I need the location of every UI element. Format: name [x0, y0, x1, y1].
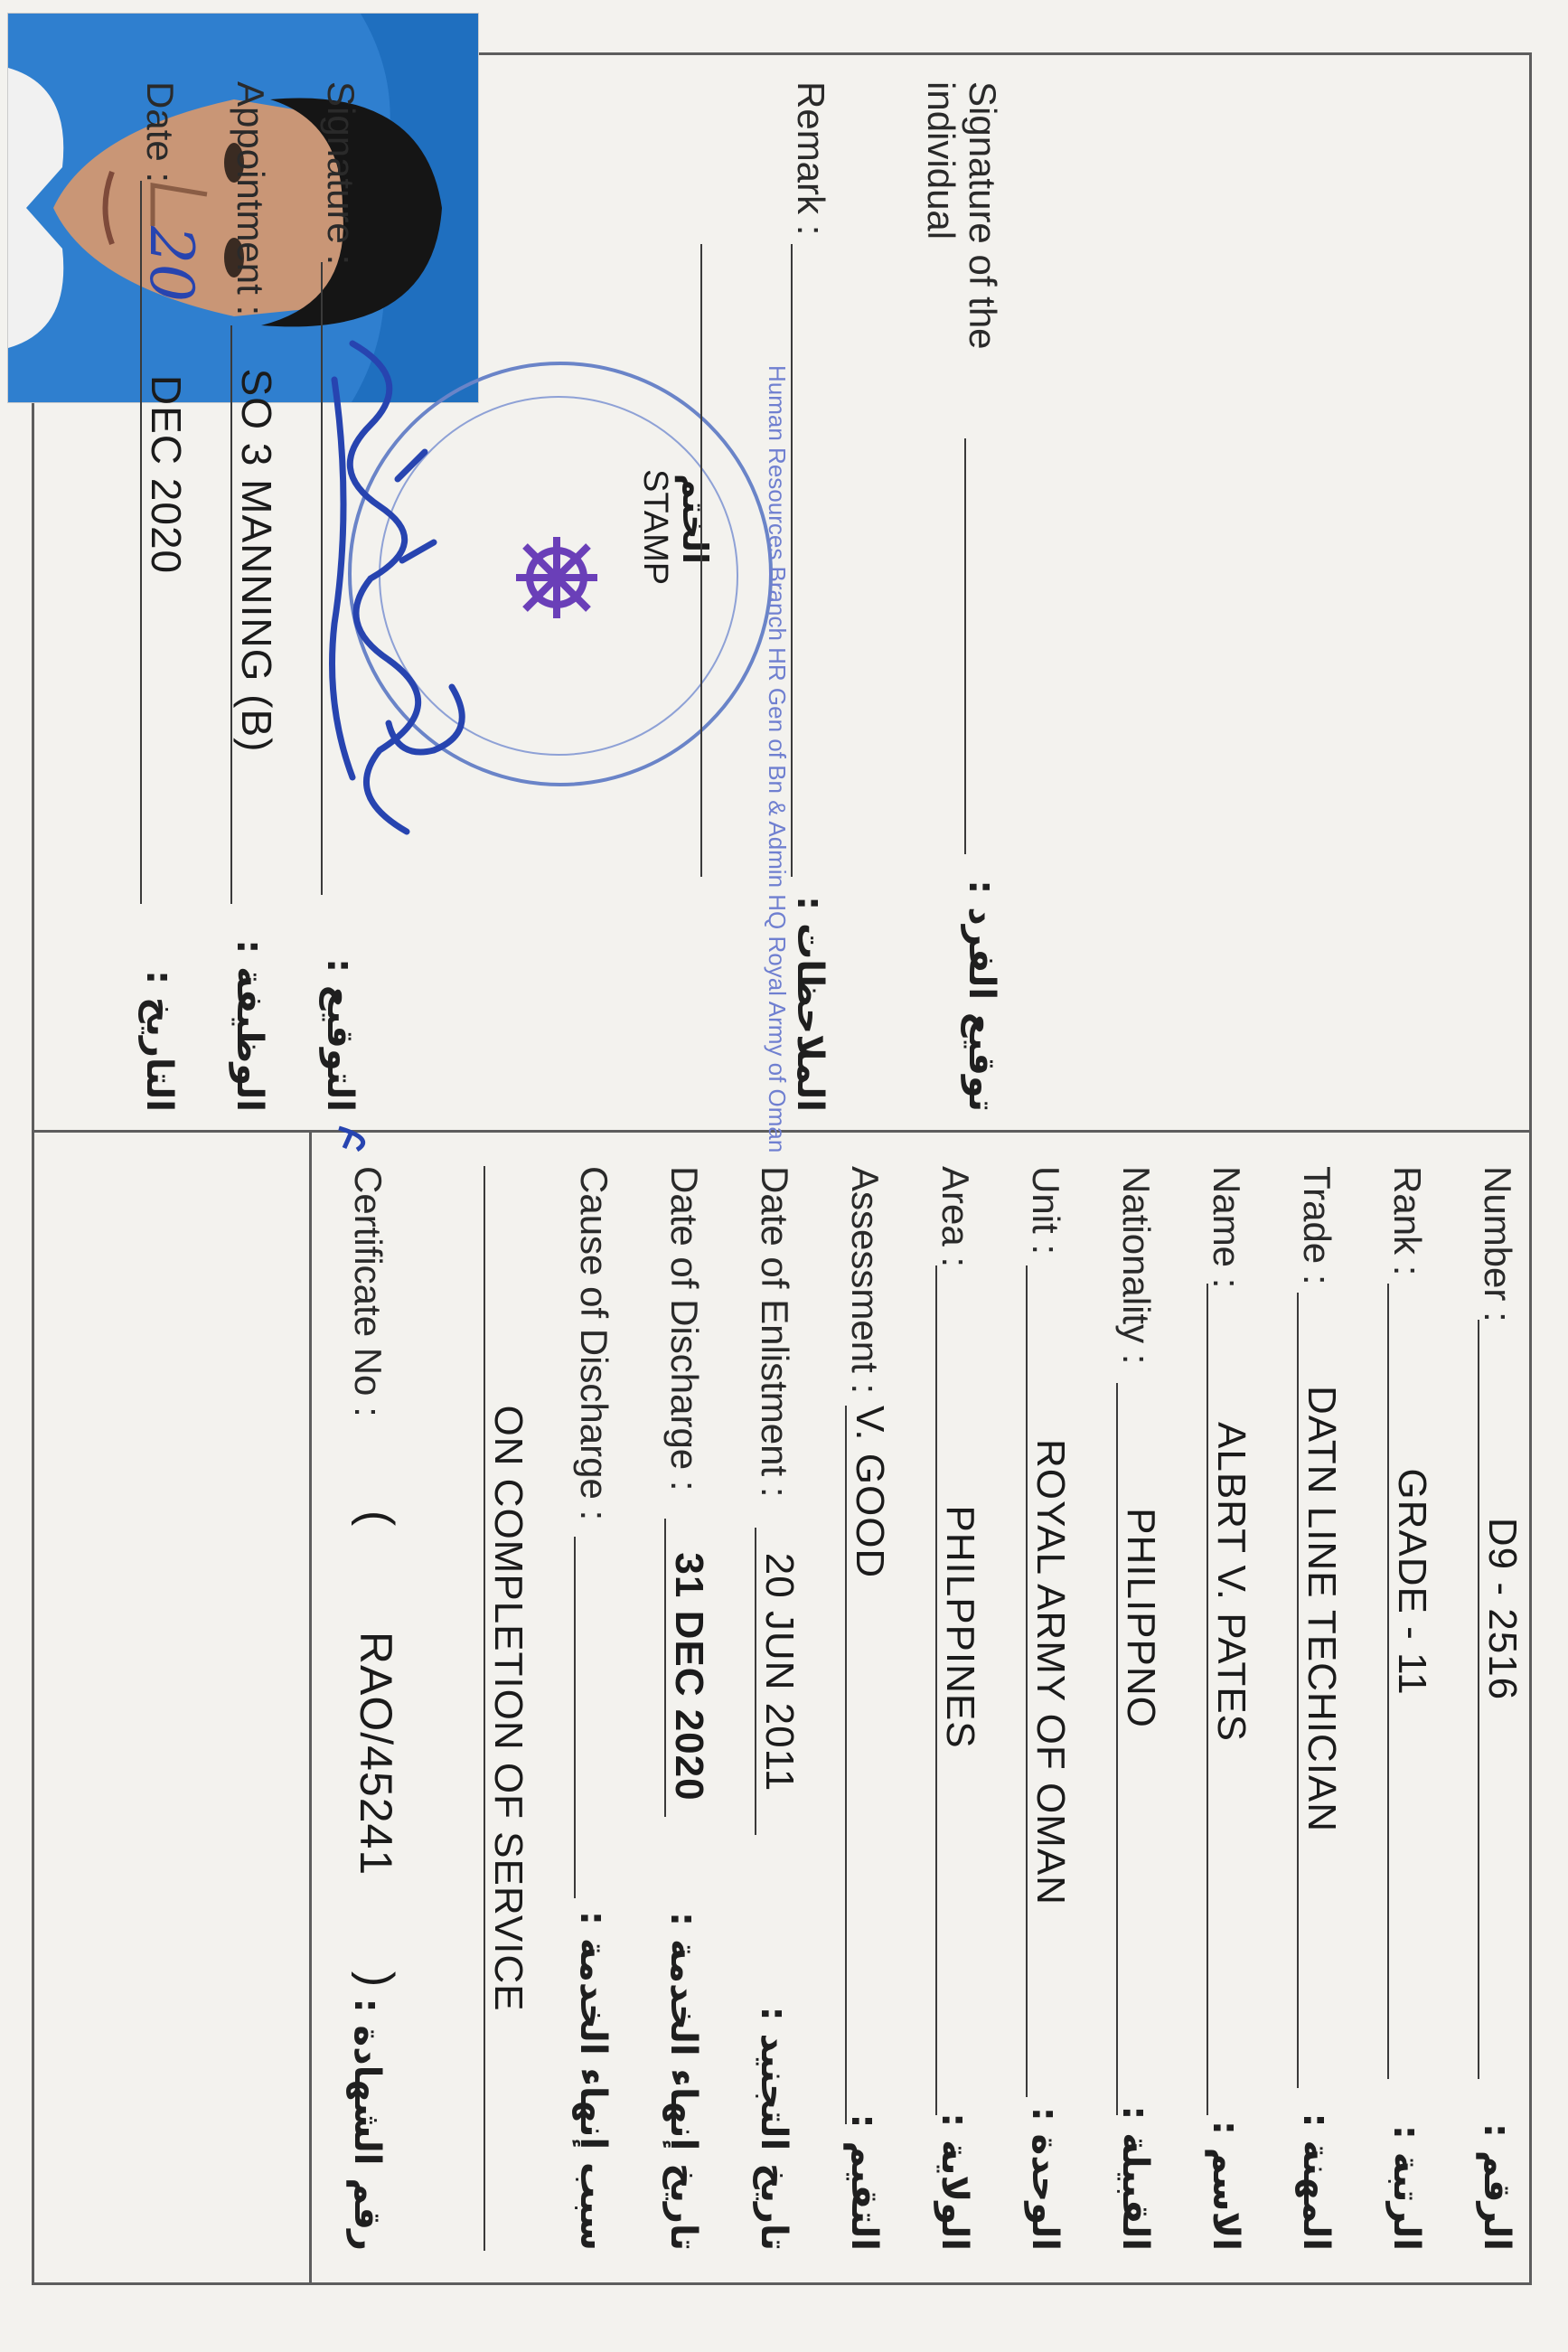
- name-row: [1197, 1166, 1261, 2251]
- area-label: Area :: [934, 1166, 977, 1268]
- remark-label: Remark :: [790, 81, 832, 236]
- stamp-arabic-word: الختم: [675, 474, 715, 564]
- assessment-arabic-label: التقيم :: [843, 2113, 885, 2251]
- rank-row: [1378, 1166, 1441, 2251]
- number-arabic-label: الرقم :: [1476, 2122, 1517, 2251]
- cause-value: ON COMPLETION OF SERVICE: [486, 1405, 530, 2012]
- name-label: Name :: [1206, 1166, 1248, 1289]
- signature-label: Signature :: [320, 81, 362, 266]
- assessment-value: V. GOOD: [848, 1406, 892, 1579]
- date-label: Date :: [139, 81, 182, 183]
- certificate-open-paren: (: [351, 1510, 403, 1528]
- date-row: [131, 81, 206, 1112]
- area-value: PHILPPINES: [938, 1505, 982, 1749]
- certificate-label: Certificate No :: [347, 1166, 390, 1417]
- trade-arabic-label: المهنة :: [1295, 2112, 1337, 2251]
- date-value: DEC 2020: [143, 374, 190, 575]
- number-row: [1469, 1166, 1532, 2251]
- appointment-value: SO 3 MANNING (B): [233, 368, 280, 753]
- rank-label: Rank :: [1386, 1166, 1429, 1276]
- cause-row: [565, 1166, 628, 2251]
- individual-signature-label-line1: Signature of the: [962, 81, 1004, 350]
- unit-arabic-label: الوحدة :: [1024, 2106, 1066, 2251]
- name-value: ALBRT V. PATES: [1209, 1422, 1253, 1742]
- area-row: [926, 1166, 990, 2251]
- remark-line-2: [691, 244, 755, 877]
- handwritten-signature: [316, 325, 488, 886]
- area-arabic-label: الولاية :: [934, 2112, 975, 2251]
- cause-arabic-label: سبب إنهاء الخدمة :: [572, 1910, 614, 2251]
- discharge-arabic-label: تاريخ إنهاء الخدمة :: [662, 1912, 704, 2251]
- individual-signature-arabic-label: توقيع الفرد :: [961, 880, 1002, 1112]
- unit-label: Unit :: [1025, 1166, 1067, 1256]
- trade-value: DATN LINE TECHICIAN: [1300, 1385, 1344, 1833]
- certificate-close-paren: ): [351, 1971, 403, 1989]
- discharge-label: Date of Discharge :: [663, 1166, 706, 1491]
- signature-arabic-label: التوقيع :: [319, 958, 361, 1112]
- nationality-row: [1107, 1166, 1170, 2251]
- cause-label: Cause of Discharge :: [573, 1166, 615, 1521]
- certificate-arabic-label: رقم الشهادة :: [346, 1998, 388, 2251]
- assessment-label: Assessment :: [844, 1166, 887, 1395]
- cause-value-row: [474, 1166, 538, 2251]
- assessment-row: [836, 1166, 899, 2251]
- nationality-value: PHILIPPNO: [1119, 1508, 1163, 1728]
- cause-divider: [309, 1133, 312, 2285]
- date-arabic-label: التاريخ :: [138, 970, 180, 1112]
- name-arabic-label: الاسم :: [1205, 2120, 1246, 2251]
- certificate-value: RAO/45241: [351, 1631, 401, 1877]
- enlistment-label: Date of Enlistment :: [754, 1166, 796, 1498]
- remark-row: [782, 81, 845, 1112]
- trade-label: Trade :: [1296, 1166, 1338, 1285]
- appointment-row: [221, 81, 285, 1112]
- appointment-label: Appointment :: [230, 81, 272, 316]
- remark-arabic-label: الملاحظات :: [789, 896, 831, 1112]
- rank-value: GRADE - 11: [1390, 1468, 1434, 1696]
- initials-mark: [330, 1121, 384, 1157]
- number-label: Number :: [1477, 1166, 1519, 1322]
- trade-row: [1288, 1166, 1351, 2251]
- stamp-ring-text: Human Resources Branch HR Gen of Bn & Admin HQ Royal Army of Oman: [764, 365, 791, 1153]
- unit-value: ROYAL ARMY OF OMAN: [1028, 1439, 1073, 1905]
- certificate-row: [339, 1166, 402, 2251]
- enlistment-value: 20 JUN 2011: [757, 1552, 802, 1792]
- discharge-value: 31 DEC 2020: [667, 1552, 711, 1802]
- enlistment-arabic-label: تاريخ التجنيد :: [753, 2006, 794, 2251]
- appointment-arabic-label: الوظيفة :: [229, 939, 270, 1112]
- individual-signature-row: [917, 81, 1017, 1112]
- handwritten-day: 20: [136, 226, 206, 302]
- unit-row: [1017, 1166, 1080, 2251]
- enlistment-row: [746, 1166, 809, 2251]
- number-value: D9 - 2516: [1480, 1517, 1525, 1701]
- nationality-arabic-label: القبيلة :: [1114, 2105, 1156, 2251]
- discharge-row: [655, 1166, 718, 2251]
- rank-arabic-label: الرتبة :: [1385, 2124, 1427, 2251]
- nationality-label: Nationality :: [1115, 1166, 1158, 1365]
- stamp-english-word: STAMP: [636, 469, 674, 586]
- individual-signature-label-line2: individual: [920, 81, 962, 240]
